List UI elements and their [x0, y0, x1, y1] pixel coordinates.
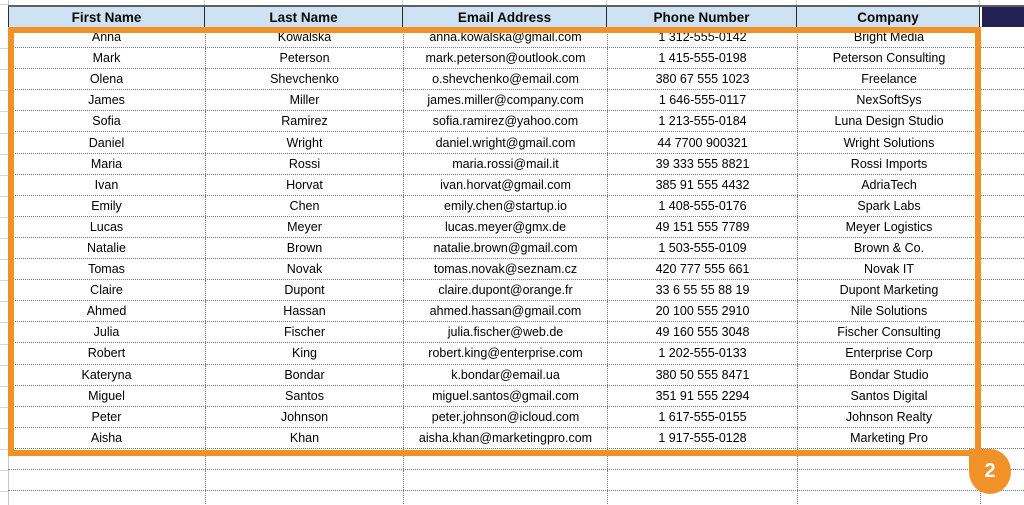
grid-line — [0, 301, 8, 302]
table-cell[interactable]: 49 160 555 3048 — [607, 322, 797, 342]
table-cell[interactable]: Santos Digital — [797, 386, 980, 406]
table-cell[interactable]: 420 777 555 661 — [607, 259, 797, 279]
table-cell[interactable]: 1 415-555-0198 — [607, 48, 797, 68]
table-cell[interactable]: Lucas — [89, 219, 124, 234]
grid-line — [0, 386, 8, 387]
grid-line — [0, 344, 8, 345]
table-cell[interactable]: 1 646-555-0117 — [607, 90, 797, 110]
table-cell[interactable]: AdriaTech — [797, 175, 980, 195]
grid-line — [0, 196, 8, 197]
table-cell[interactable]: Robert — [87, 346, 126, 361]
table-cell[interactable]: Ahmed — [86, 304, 127, 319]
table-cell[interactable]: Novak IT — [797, 259, 980, 279]
grid-line — [0, 428, 8, 429]
table-cell[interactable]: james.miller@company.com — [403, 90, 607, 110]
table-cell[interactable]: Wright Solutions — [797, 132, 980, 152]
table-cell[interactable]: Daniel — [88, 135, 125, 150]
table-cell[interactable]: Peterson Consulting — [797, 48, 980, 68]
table-row — [8, 322, 1024, 343]
grid-line — [0, 365, 8, 366]
table-cell[interactable]: King — [205, 343, 403, 363]
table-cell[interactable]: Brown — [205, 238, 403, 258]
table-cell[interactable]: Julia — [93, 325, 120, 340]
table-cell[interactable]: Anna — [91, 30, 122, 45]
table-cell[interactable] — [205, 491, 403, 504]
table-cell[interactable]: 1 503-555-0109 — [607, 238, 797, 258]
grid-line — [0, 175, 8, 176]
table-cell[interactable]: Mark — [92, 51, 121, 66]
grid-line — [0, 4, 8, 5]
empty-cell[interactable] — [980, 48, 1024, 68]
table-row — [8, 175, 1024, 196]
column-header-email-address[interactable]: Email Address — [403, 7, 607, 27]
table-cell[interactable]: k.bondar@email.ua — [403, 365, 607, 385]
empty-grid-row — [8, 449, 1024, 470]
table-row — [8, 428, 1024, 449]
grid-line — [0, 259, 8, 260]
empty-cell[interactable] — [980, 69, 1024, 89]
table-cell[interactable]: natalie.brown@gmail.com — [403, 238, 607, 258]
empty-cell[interactable] — [980, 111, 1024, 131]
table-cell[interactable]: 20 100 555 2910 — [607, 301, 797, 321]
column-header-first-name[interactable]: First Name — [8, 7, 205, 27]
table-cell[interactable]: Hassan — [205, 301, 403, 321]
table-cell[interactable]: James — [88, 93, 125, 108]
empty-grid-row — [8, 470, 1024, 491]
table-cell[interactable]: Rossi — [205, 154, 403, 174]
table-row — [8, 301, 1024, 322]
table-cell[interactable] — [607, 470, 797, 490]
table-cell[interactable]: Freelance — [797, 69, 980, 89]
table-cell[interactable]: Ramirez — [205, 111, 403, 131]
table-cell[interactable]: Aisha — [90, 430, 123, 445]
table-cell[interactable] — [797, 470, 980, 490]
table-cell[interactable]: Fischer — [205, 322, 403, 342]
table-cell[interactable]: 1 202-555-0133 — [607, 343, 797, 363]
grid-line — [0, 154, 8, 155]
table-cell[interactable]: Johnson — [205, 407, 403, 427]
table-cell[interactable]: mark.peterson@outlook.com — [403, 48, 607, 68]
table-cell[interactable]: robert.king@enterprise.com — [403, 343, 607, 363]
table-cell[interactable] — [403, 470, 607, 490]
table-cell[interactable]: Chen — [205, 196, 403, 216]
table-cell[interactable]: Bright Media — [797, 27, 980, 47]
table-cell[interactable]: Ivan — [94, 177, 119, 192]
table-cell[interactable]: 351 91 555 2294 — [607, 386, 797, 406]
table-cell[interactable] — [8, 491, 205, 504]
table-cell[interactable]: aisha.khan@marketingpro.com — [403, 428, 607, 448]
grid-line — [0, 491, 8, 492]
empty-cell[interactable] — [980, 238, 1024, 258]
table-cell[interactable] — [797, 449, 980, 469]
table-cell[interactable]: Natalie — [87, 240, 126, 255]
table-cell[interactable]: Dupont Marketing — [797, 280, 980, 300]
table-cell[interactable]: emily.chen@startup.io — [403, 196, 607, 216]
table-row — [8, 386, 1024, 407]
header-cell-selected-dark[interactable] — [982, 7, 1024, 27]
table-header-row — [8, 5, 1024, 27]
empty-cell[interactable] — [980, 365, 1024, 385]
grid-line — [0, 111, 8, 112]
table-row — [8, 259, 1024, 280]
table-row — [8, 48, 1024, 69]
table-cell[interactable]: Nile Solutions — [797, 301, 980, 321]
table-cell[interactable]: Claire — [90, 283, 123, 298]
grid-line — [0, 48, 8, 49]
table-cell[interactable]: Brown & Co. — [797, 238, 980, 258]
table-cell[interactable]: Khan — [205, 428, 403, 448]
table-cell[interactable]: miguel.santos@gmail.com — [403, 386, 607, 406]
table-cell[interactable]: 44 7700 900321 — [607, 132, 797, 152]
table-cell[interactable]: Maria — [90, 156, 123, 171]
grid-line — [0, 90, 8, 91]
empty-cell[interactable] — [980, 428, 1024, 448]
empty-grid-row — [8, 491, 1024, 504]
table-cell[interactable]: Meyer — [205, 217, 403, 237]
grid-line — [0, 449, 8, 450]
table-cell[interactable]: o.shevchenko@email.com — [403, 69, 607, 89]
column-header-last-name[interactable]: Last Name — [205, 7, 403, 27]
table-cell[interactable]: Novak — [205, 259, 403, 279]
table-row — [8, 217, 1024, 238]
table-cell[interactable]: Fischer Consulting — [797, 322, 980, 342]
empty-cell[interactable] — [980, 259, 1024, 279]
grid-line — [0, 238, 8, 239]
table-cell[interactable]: Horvat — [205, 175, 403, 195]
table-cell[interactable]: ivan.horvat@gmail.com — [403, 175, 607, 195]
empty-cell[interactable] — [980, 196, 1024, 216]
table-cell[interactable]: Enterprise Corp — [797, 343, 980, 363]
grid-line — [0, 280, 8, 281]
table-cell[interactable]: Wright — [205, 132, 403, 152]
table-row — [8, 343, 1024, 364]
table-cell[interactable]: Johnson Realty — [797, 407, 980, 427]
table-cell[interactable] — [607, 491, 797, 504]
grid-line — [0, 217, 8, 218]
empty-cell[interactable] — [980, 27, 1024, 47]
table-cell[interactable]: 1 312-555-0142 — [607, 27, 797, 47]
table-row — [8, 111, 1024, 132]
annotation-step-number: 2 — [984, 460, 996, 482]
empty-cell[interactable] — [980, 154, 1024, 174]
table-cell[interactable]: 1 617-555-0155 — [607, 407, 797, 427]
empty-cell[interactable] — [980, 217, 1024, 237]
column-header-phone-number[interactable]: Phone Number — [607, 7, 797, 27]
table-row — [8, 196, 1024, 217]
empty-cell[interactable] — [980, 132, 1024, 152]
table-cell[interactable]: Luna Design Studio — [797, 111, 980, 131]
table-cell[interactable] — [797, 491, 980, 504]
empty-cell[interactable] — [980, 343, 1024, 363]
table-cell[interactable]: maria.rossi@mail.it — [403, 154, 607, 174]
table-cell[interactable]: Shevchenko — [205, 69, 403, 89]
table-cell[interactable]: Olena — [89, 72, 124, 87]
table-cell[interactable]: Peter — [91, 409, 122, 424]
table-row — [8, 407, 1024, 428]
grid-line — [0, 69, 8, 70]
table-cell[interactable]: 1 408-555-0176 — [607, 196, 797, 216]
table-cell[interactable]: Peterson — [205, 48, 403, 68]
table-cell[interactable]: claire.dupont@orange.fr — [403, 280, 607, 300]
table-cell[interactable]: Santos — [205, 386, 403, 406]
table-cell[interactable]: daniel.wright@gmail.com — [403, 132, 607, 152]
empty-cell[interactable] — [980, 407, 1024, 427]
table-cell[interactable]: 1 917-555-0128 — [607, 428, 797, 448]
table-cell[interactable]: peter.johnson@icloud.com — [403, 407, 607, 427]
table-cell[interactable]: 33 6 55 55 88 19 — [607, 280, 797, 300]
table-cell[interactable]: Spark Labs — [797, 196, 980, 216]
table-cell[interactable]: lucas.meyer@gmx.de — [403, 217, 607, 237]
empty-cell[interactable] — [980, 301, 1024, 321]
grid-line — [0, 133, 8, 134]
table-cell[interactable]: Rossi Imports — [797, 154, 980, 174]
table-cell[interactable]: anna.kowalska@gmail.com — [403, 27, 607, 47]
grid-line — [0, 470, 8, 471]
table-row — [8, 238, 1024, 259]
grid-line — [0, 407, 8, 408]
table-cell[interactable]: Bondar — [205, 365, 403, 385]
table-cell[interactable]: Miller — [205, 90, 403, 110]
column-header-company[interactable]: Company — [797, 7, 980, 27]
table-body — [8, 27, 1024, 504]
table-cell[interactable]: 385 91 555 4432 — [607, 175, 797, 195]
table-cell[interactable]: Kowalska — [205, 27, 403, 47]
table-cell[interactable]: ahmed.hassan@gmail.com — [403, 301, 607, 321]
table-row — [8, 280, 1024, 301]
table-cell[interactable]: Meyer Logistics — [797, 217, 980, 237]
table-cell[interactable]: Emily — [91, 198, 122, 213]
table-cell[interactable] — [403, 449, 607, 469]
empty-cell[interactable] — [980, 322, 1024, 342]
empty-cell[interactable] — [980, 90, 1024, 110]
empty-cell[interactable] — [980, 386, 1024, 406]
table-cell[interactable] — [205, 449, 403, 469]
table-cell[interactable]: 49 151 555 7789 — [607, 217, 797, 237]
table-cell[interactable]: 39 333 555 8821 — [607, 154, 797, 174]
table-cell[interactable]: 1 213-555-0184 — [607, 111, 797, 131]
table-cell[interactable]: sofia.ramirez@yahoo.com — [403, 111, 607, 131]
table-cell[interactable]: Marketing Pro — [797, 428, 980, 448]
table-row — [8, 365, 1024, 386]
table-cell[interactable]: Bondar Studio — [797, 365, 980, 385]
table-cell[interactable] — [403, 491, 607, 504]
table-cell[interactable]: Kateryna — [81, 367, 132, 382]
table-cell[interactable] — [8, 470, 205, 490]
table-row — [8, 154, 1024, 175]
table-cell[interactable]: NexSoftSys — [797, 90, 980, 110]
table-row — [8, 69, 1024, 90]
table-row — [8, 27, 1024, 48]
table-cell[interactable] — [205, 470, 403, 490]
table-cell[interactable]: Tomas — [88, 262, 125, 277]
grid-line — [0, 322, 8, 323]
empty-cell[interactable] — [980, 175, 1024, 195]
table-cell[interactable]: Sofia — [92, 114, 121, 129]
table-cell[interactable] — [607, 449, 797, 469]
table-cell[interactable]: 380 67 555 1023 — [607, 69, 797, 89]
table-cell[interactable]: julia.fischer@web.de — [403, 322, 607, 342]
table-cell[interactable]: tomas.novak@seznam.cz — [403, 259, 607, 279]
table-row — [8, 90, 1024, 111]
annotation-step-badge[interactable] — [969, 449, 1011, 494]
empty-cell[interactable] — [980, 280, 1024, 300]
table-cell[interactable]: 380 50 555 8471 — [607, 365, 797, 385]
table-cell[interactable]: Miguel — [88, 388, 125, 403]
table-cell[interactable]: Dupont — [205, 280, 403, 300]
table-row — [8, 132, 1024, 153]
table-cell[interactable] — [8, 449, 205, 469]
